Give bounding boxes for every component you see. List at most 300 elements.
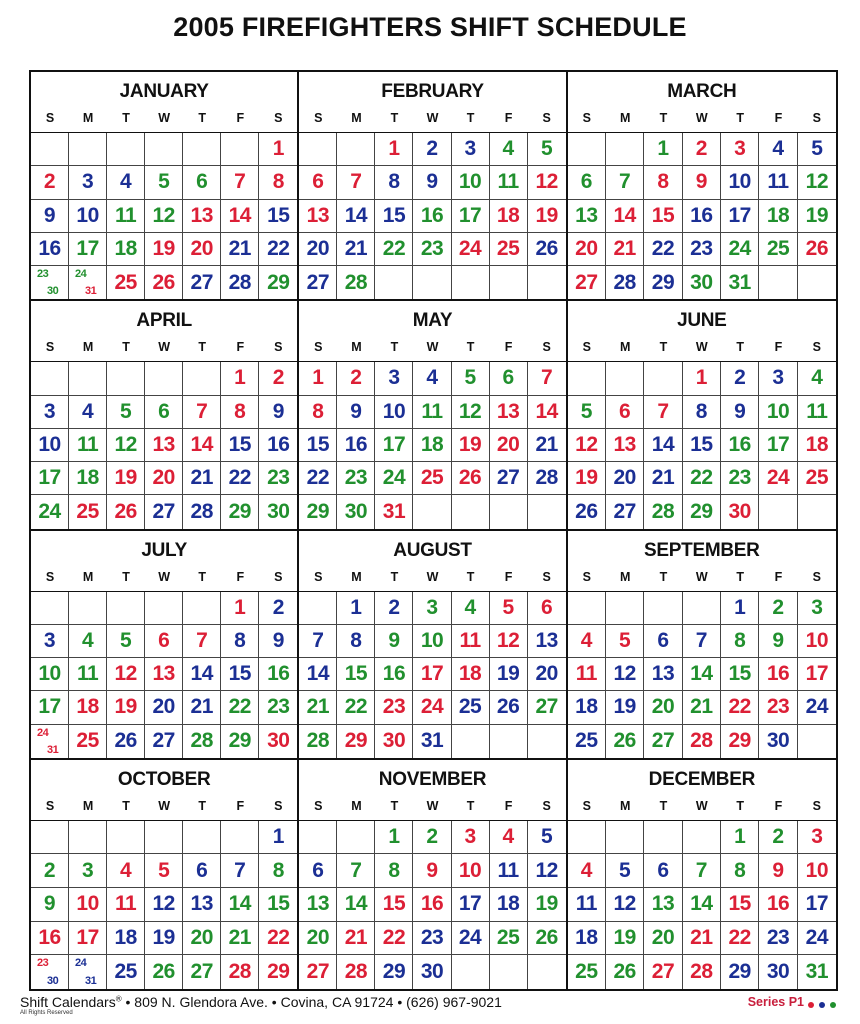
- day-cell: 15: [221, 429, 259, 462]
- day-cell: 12: [107, 429, 145, 462]
- day-cell: 15: [375, 888, 413, 922]
- day-cell: 22: [259, 922, 297, 956]
- day-cell: 4: [107, 854, 145, 888]
- weekday-label: T: [736, 798, 744, 813]
- day-cell: 6: [644, 854, 682, 888]
- day-cell: 9: [759, 625, 797, 658]
- day-cell: 18: [568, 922, 606, 956]
- footer-address: [20, 994, 502, 1010]
- day-cell: 19: [490, 658, 528, 691]
- day-cell: 18: [798, 429, 836, 462]
- day-cell: 30: [267, 499, 290, 523]
- empty-day-cell: [452, 725, 490, 758]
- empty-day-cell: [107, 592, 145, 625]
- day-cell: 17: [31, 691, 69, 724]
- day-cell: 9: [31, 200, 69, 233]
- split-day-cell: [31, 266, 69, 299]
- day-cell: 5: [490, 592, 528, 625]
- day-cell: 9: [413, 854, 451, 888]
- day-cell: 13: [299, 200, 337, 233]
- day-cell: 29: [375, 955, 413, 989]
- day-cell: 8: [259, 166, 297, 199]
- day-cell: 23: [375, 691, 413, 724]
- day-cell: 18: [107, 233, 145, 266]
- day-cell: 20: [606, 462, 644, 495]
- day-cell: 1: [337, 592, 375, 625]
- day-cell: 29: [267, 960, 290, 984]
- day-cell: 21: [183, 462, 221, 495]
- empty-day-cell: [490, 955, 528, 989]
- day-cell: 3: [759, 362, 797, 395]
- weekday-label: T: [198, 569, 207, 584]
- day-cell: 2: [259, 362, 297, 395]
- day-cell: 17: [69, 233, 107, 266]
- weekday-label: F: [774, 798, 783, 813]
- day-cell: 25: [568, 955, 606, 989]
- weekday-label: F: [504, 111, 513, 125]
- day-cell: 7: [683, 854, 721, 888]
- day-cell: 24: [759, 462, 797, 495]
- weekday-label: T: [736, 569, 744, 584]
- day-cell: 27: [183, 955, 221, 989]
- day-cell: 12: [107, 658, 145, 691]
- day-cell: 14: [528, 396, 566, 429]
- day-cell: 4: [759, 133, 797, 166]
- day-cell: 2: [413, 821, 451, 855]
- weekday-header: [299, 106, 565, 133]
- day-cell: 20: [644, 691, 682, 724]
- day-cell: 19: [107, 462, 145, 495]
- day-cell: 1: [683, 362, 721, 395]
- day-cell: 10: [31, 658, 69, 691]
- empty-day-cell: [107, 362, 145, 395]
- split-day-cell: [31, 725, 69, 758]
- day-cell: 1: [721, 821, 759, 855]
- red-dot-icon: [808, 1002, 814, 1008]
- day-cell: 24: [413, 691, 451, 724]
- day-cell: 11: [69, 429, 107, 462]
- brand-name: Shift Calendars: [20, 994, 116, 1010]
- day-cell: 18: [452, 658, 490, 691]
- month-october: [31, 760, 299, 989]
- weekday-header: [568, 565, 836, 592]
- day-cell: 19: [528, 888, 566, 922]
- day-cell: 6: [183, 166, 221, 199]
- day-cell: 21: [644, 462, 682, 495]
- day-cell: 5: [107, 625, 145, 658]
- day-cell: 30: [267, 729, 290, 753]
- day-cell: 19: [107, 691, 145, 724]
- day-cell: 6: [568, 166, 606, 199]
- day-cell: 13: [606, 429, 644, 462]
- day-number-upper: 23: [37, 268, 49, 280]
- weekday-header: [568, 335, 836, 362]
- day-cell: 24: [31, 495, 69, 528]
- day-cell: 25: [798, 462, 836, 495]
- weekday-header: [31, 794, 297, 821]
- day-cell: 7: [644, 396, 682, 429]
- empty-day-cell: [145, 362, 183, 395]
- day-grid: [299, 133, 565, 299]
- day-cell: 16: [413, 200, 451, 233]
- day-cell: 27: [606, 495, 644, 528]
- day-cell: 26: [528, 922, 566, 956]
- day-cell: 19: [145, 233, 183, 266]
- empty-day-cell: [69, 592, 107, 625]
- day-cell: 4: [69, 625, 107, 658]
- day-grid: [31, 133, 297, 299]
- day-cell: 20: [299, 233, 337, 266]
- empty-day-cell: [606, 592, 644, 625]
- weekday-label: F: [236, 111, 245, 125]
- day-cell: 23: [759, 922, 797, 956]
- weekday-label: T: [122, 111, 130, 125]
- day-cell: 14: [683, 888, 721, 922]
- empty-day-cell: [31, 362, 69, 395]
- day-cell: 8: [299, 396, 337, 429]
- month-june: [568, 301, 836, 530]
- day-cell: 22: [221, 462, 259, 495]
- day-cell: 13: [299, 888, 337, 922]
- day-cell: 1: [259, 821, 297, 855]
- weekday-label: W: [158, 340, 171, 355]
- day-cell: 10: [375, 396, 413, 429]
- day-cell: 16: [259, 429, 297, 462]
- day-cell: 10: [798, 854, 836, 888]
- day-cell: 17: [31, 462, 69, 495]
- empty-day-cell: [221, 821, 259, 855]
- day-cell: 6: [299, 854, 337, 888]
- day-cell: 25: [69, 495, 107, 528]
- weekday-label: S: [314, 111, 323, 125]
- empty-day-cell: [145, 133, 183, 166]
- weekday-label: M: [619, 569, 631, 584]
- day-cell: 3: [69, 854, 107, 888]
- month-december: [568, 760, 836, 989]
- day-cell: 3: [31, 625, 69, 658]
- day-cell: 10: [31, 429, 69, 462]
- month-name: FEBRUARY: [381, 81, 484, 102]
- weekday-label: S: [542, 569, 551, 584]
- month-name: APRIL: [136, 310, 192, 332]
- day-cell: 23: [721, 462, 759, 495]
- month-name: SEPTEMBER: [644, 539, 760, 561]
- day-cell: 2: [31, 166, 69, 199]
- day-number-upper: 24: [75, 957, 87, 970]
- day-cell: 10: [452, 854, 490, 888]
- month-name: AUGUST: [393, 539, 472, 561]
- day-number-upper: 24: [75, 268, 87, 280]
- day-cell: 1: [221, 592, 259, 625]
- day-cell: 22: [259, 233, 297, 266]
- day-cell: 10: [69, 888, 107, 922]
- weekday-label: M: [619, 798, 631, 813]
- empty-day-cell: [606, 821, 644, 855]
- day-cell: 25: [69, 725, 107, 758]
- day-cell: 24: [452, 922, 490, 956]
- day-cell: 25: [413, 462, 451, 495]
- day-cell: 4: [452, 592, 490, 625]
- day-cell: 7: [337, 854, 375, 888]
- day-cell: 26: [145, 955, 183, 989]
- day-cell: 12: [145, 200, 183, 233]
- day-cell: 2: [375, 592, 413, 625]
- month-name: MAY: [412, 310, 453, 332]
- day-cell: 28: [606, 266, 644, 299]
- day-grid: [31, 362, 297, 528]
- day-cell: 26: [107, 495, 145, 528]
- weekday-label: S: [812, 569, 821, 584]
- empty-day-cell: [69, 362, 107, 395]
- weekday-label: S: [542, 111, 551, 125]
- series-label: Series P1: [747, 995, 804, 1009]
- day-cell: 7: [606, 166, 644, 199]
- empty-day-cell: [183, 133, 221, 166]
- weekday-label: T: [122, 798, 130, 813]
- day-cell: 15: [299, 429, 337, 462]
- weekday-header: [31, 106, 297, 133]
- day-cell: 13: [644, 888, 682, 922]
- split-day-cell: [69, 955, 107, 989]
- empty-day-cell: [606, 362, 644, 395]
- day-number-lower: 30: [47, 285, 59, 298]
- day-cell: 24: [452, 233, 490, 266]
- weekday-label: T: [466, 111, 475, 125]
- empty-day-cell: [221, 133, 259, 166]
- day-cell: 20: [644, 922, 682, 956]
- day-cell: 27: [644, 725, 682, 758]
- day-cell: 28: [183, 495, 221, 528]
- day-cell: 10: [452, 166, 490, 199]
- empty-day-cell: [413, 495, 451, 528]
- day-cell: 9: [259, 396, 297, 429]
- weekday-label: W: [695, 340, 708, 355]
- month-august: [299, 531, 567, 760]
- weekday-label: S: [314, 798, 323, 813]
- day-cell: 9: [337, 396, 375, 429]
- day-grid: [568, 821, 836, 989]
- empty-day-cell: [299, 592, 337, 625]
- day-cell: 25: [107, 955, 145, 989]
- weekday-label: T: [390, 798, 399, 813]
- day-cell: 21: [528, 429, 566, 462]
- day-cell: 20: [568, 233, 606, 266]
- day-cell: 3: [452, 821, 490, 855]
- day-cell: 27: [145, 725, 183, 758]
- day-cell: 3: [413, 592, 451, 625]
- day-cell: 19: [145, 922, 183, 956]
- day-cell: 23: [337, 462, 375, 495]
- day-cell: 24: [375, 462, 413, 495]
- day-cell: 4: [798, 362, 836, 395]
- day-cell: 12: [568, 429, 606, 462]
- day-cell: 29: [299, 495, 337, 528]
- blue-dot-icon: [819, 1002, 825, 1008]
- day-cell: 1: [299, 362, 337, 395]
- day-cell: 21: [337, 233, 375, 266]
- day-cell: 4: [490, 133, 528, 166]
- month-name: JANUARY: [119, 81, 209, 102]
- weekday-label: M: [351, 569, 362, 584]
- weekday-label: W: [426, 798, 439, 813]
- day-cell: 22: [337, 691, 375, 724]
- day-number-lower: 31: [47, 743, 59, 756]
- weekday-label: W: [426, 569, 439, 584]
- day-cell: 9: [375, 625, 413, 658]
- weekday-label: M: [351, 340, 362, 355]
- month-may: [299, 301, 567, 530]
- day-cell: 14: [337, 888, 375, 922]
- day-cell: 9: [259, 625, 297, 658]
- empty-day-cell: [69, 821, 107, 855]
- month-march: [568, 72, 836, 301]
- day-cell: 9: [759, 854, 797, 888]
- day-cell: 30: [375, 725, 413, 758]
- day-cell: 20: [299, 922, 337, 956]
- day-cell: 4: [69, 396, 107, 429]
- weekday-label: M: [82, 798, 94, 813]
- day-cell: 11: [69, 658, 107, 691]
- day-cell: 6: [606, 396, 644, 429]
- empty-day-cell: [183, 592, 221, 625]
- day-cell: 18: [759, 200, 797, 233]
- day-cell: 9: [31, 888, 69, 922]
- day-cell: 15: [721, 888, 759, 922]
- day-cell: 16: [413, 888, 451, 922]
- weekday-label: T: [198, 111, 207, 125]
- month-january: [31, 72, 299, 301]
- day-cell: 5: [606, 625, 644, 658]
- empty-day-cell: [644, 362, 682, 395]
- day-cell: 17: [452, 888, 490, 922]
- weekday-label: S: [812, 340, 821, 355]
- day-cell: 11: [107, 888, 145, 922]
- day-cell: 25: [490, 233, 528, 266]
- day-cell: 29: [721, 955, 759, 989]
- weekday-label: T: [736, 340, 744, 355]
- day-cell: 10: [798, 625, 836, 658]
- weekday-label: F: [504, 340, 513, 355]
- empty-day-cell: [452, 955, 490, 989]
- day-grid: [299, 821, 565, 989]
- empty-day-cell: [337, 821, 375, 855]
- day-cell: 30: [337, 495, 375, 528]
- day-cell: 11: [568, 888, 606, 922]
- weekday-label: S: [582, 569, 591, 584]
- day-cell: 10: [759, 396, 797, 429]
- day-cell: 9: [683, 166, 721, 199]
- day-cell: 25: [107, 266, 145, 299]
- day-cell: 30: [721, 495, 759, 528]
- day-cell: 26: [452, 462, 490, 495]
- empty-day-cell: [69, 133, 107, 166]
- day-cell: 28: [221, 955, 259, 989]
- day-cell: 22: [721, 922, 759, 956]
- day-cell: 13: [490, 396, 528, 429]
- day-cell: 15: [337, 658, 375, 691]
- day-cell: 26: [798, 233, 836, 266]
- weekday-label: M: [619, 111, 631, 125]
- day-cell: 6: [528, 592, 566, 625]
- day-cell: 7: [337, 166, 375, 199]
- day-cell: 26: [490, 691, 528, 724]
- day-cell: 29: [683, 495, 721, 528]
- split-day-cell: [31, 955, 69, 989]
- day-number-lower: 31: [85, 975, 97, 987]
- weekday-label: S: [582, 798, 591, 813]
- empty-day-cell: [759, 495, 797, 528]
- day-cell: 17: [413, 658, 451, 691]
- day-cell: 26: [107, 725, 145, 758]
- day-cell: 21: [606, 233, 644, 266]
- day-cell: 5: [528, 133, 566, 166]
- day-cell: 28: [337, 266, 375, 299]
- weekday-label: T: [659, 340, 668, 355]
- empty-day-cell: [683, 821, 721, 855]
- day-cell: 16: [337, 429, 375, 462]
- day-cell: 25: [490, 922, 528, 956]
- day-cell: 16: [375, 658, 413, 691]
- day-cell: 2: [413, 133, 451, 166]
- weekday-label: T: [736, 111, 744, 125]
- day-cell: 31: [805, 960, 828, 984]
- day-cell: 7: [528, 362, 566, 395]
- day-cell: 19: [568, 462, 606, 495]
- day-cell: 18: [490, 888, 528, 922]
- day-cell: 10: [69, 200, 107, 233]
- day-cell: 22: [375, 233, 413, 266]
- day-cell: 14: [606, 200, 644, 233]
- empty-day-cell: [490, 495, 528, 528]
- day-cell: 28: [337, 955, 375, 989]
- footer: [20, 994, 840, 1020]
- weekday-label: F: [236, 340, 245, 355]
- day-cell: 3: [375, 362, 413, 395]
- calendar-grid: [29, 70, 838, 991]
- day-cell: 1: [721, 592, 759, 625]
- day-cell: 21: [683, 922, 721, 956]
- day-grid: [568, 133, 836, 299]
- empty-day-cell: [490, 725, 528, 758]
- day-cell: 25: [759, 233, 797, 266]
- day-cell: 8: [337, 625, 375, 658]
- day-cell: 21: [183, 691, 221, 724]
- empty-day-cell: [798, 266, 836, 299]
- empty-day-cell: [107, 821, 145, 855]
- day-cell: 12: [452, 396, 490, 429]
- day-cell: 12: [606, 658, 644, 691]
- day-grid: [568, 592, 836, 758]
- day-cell: 22: [375, 922, 413, 956]
- day-cell: 15: [259, 888, 297, 922]
- day-grid: [568, 362, 836, 528]
- day-cell: 19: [528, 200, 566, 233]
- day-cell: 5: [452, 362, 490, 395]
- day-cell: 2: [337, 362, 375, 395]
- day-cell: 18: [69, 691, 107, 724]
- month-name: MARCH: [667, 81, 737, 102]
- day-cell: 11: [490, 166, 528, 199]
- weekday-label: W: [695, 569, 708, 584]
- day-cell: 14: [221, 888, 259, 922]
- weekday-label: S: [582, 111, 591, 125]
- empty-day-cell: [798, 725, 836, 758]
- day-cell: 13: [183, 888, 221, 922]
- day-cell: 4: [568, 854, 606, 888]
- day-cell: 8: [721, 625, 759, 658]
- weekday-label: F: [504, 798, 513, 813]
- weekday-header: [299, 794, 565, 821]
